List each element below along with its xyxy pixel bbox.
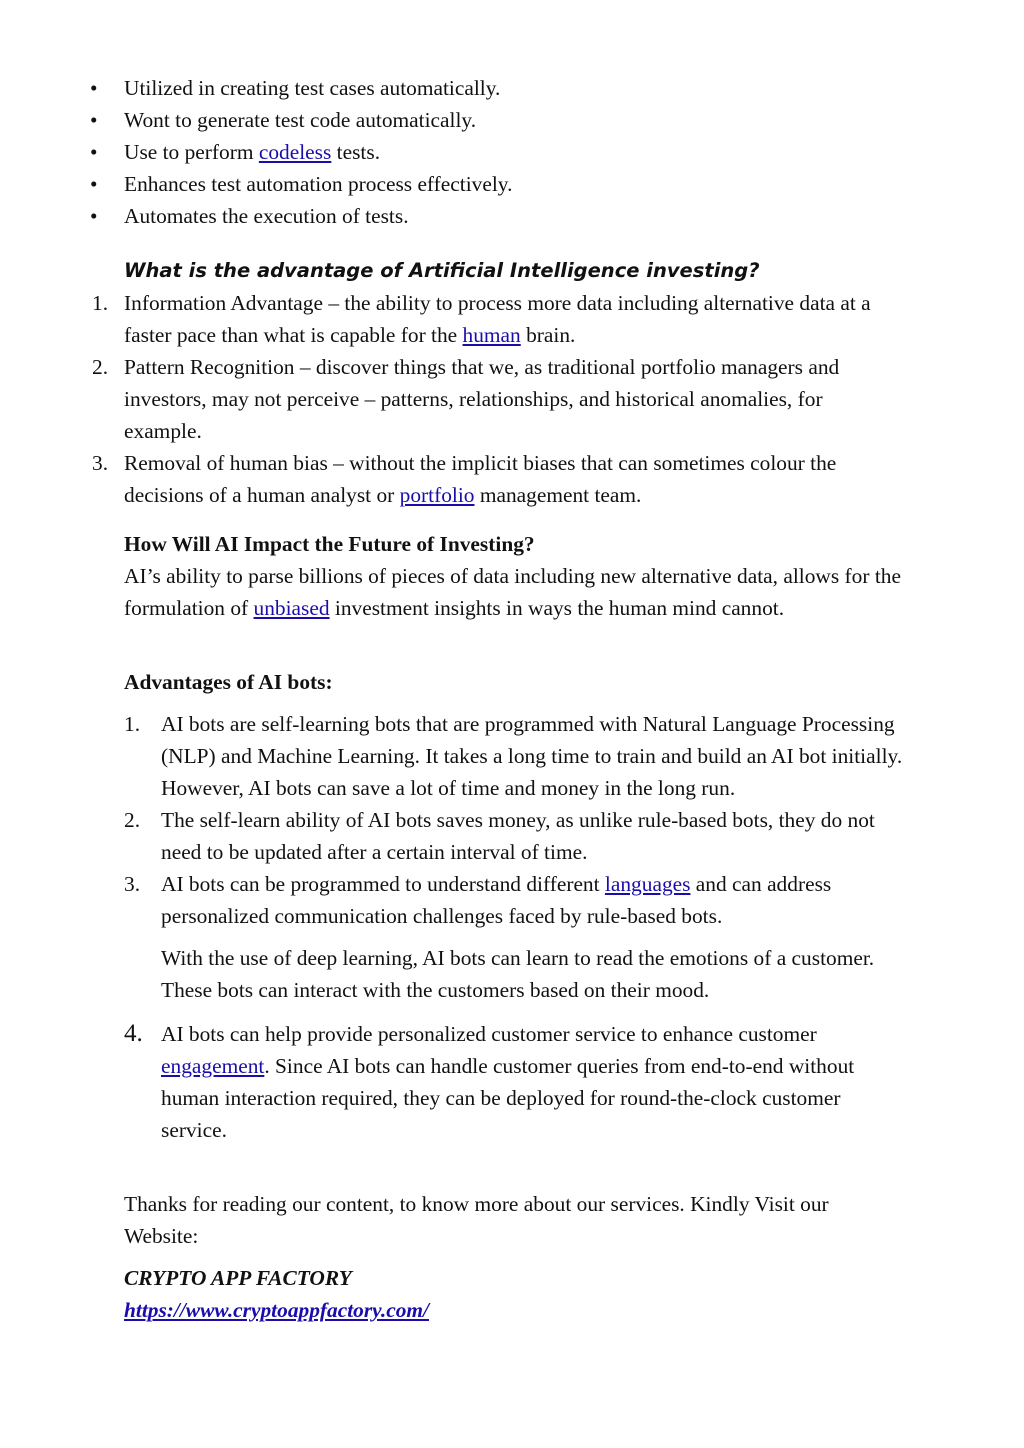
list-item bbox=[0, 708, 906, 804]
list-item-text: brain. bbox=[520, 323, 576, 347]
list-item-text: tests. bbox=[331, 140, 381, 164]
future-investing-section bbox=[0, 528, 1024, 624]
list-item-text: Enhances test automation process effectively. bbox=[124, 172, 513, 196]
list-item bbox=[0, 104, 1024, 136]
section-heading: How Will AI Impact the Future of Investing? bbox=[124, 532, 535, 556]
list-item-text: Utilized in creating test cases automatically. bbox=[124, 76, 501, 100]
list-item-text: AI bots can be programmed to understand different bbox=[161, 872, 605, 896]
bullet-icon: • bbox=[90, 76, 98, 100]
list-item bbox=[0, 804, 906, 868]
list-item bbox=[0, 351, 904, 447]
bullet-icon: • bbox=[90, 140, 98, 164]
item-number: 2. bbox=[92, 355, 109, 379]
list-item-text: The self-learn ability of AI bots saves money, as unlike rule-based bots, they do not need to be updated after a certain interval of time. bbox=[161, 808, 875, 864]
section-heading: What is the advantage of Artificial Intelligence investing? bbox=[124, 259, 760, 282]
bullet-list bbox=[0, 72, 1024, 232]
engagement-link[interactable]: engagement bbox=[161, 1054, 265, 1078]
list-item-text: Pattern Recognition – discover things that we, as traditional portfolio managers and investors, may not perceive – patterns, relationships, and historical anomalies, for example. bbox=[124, 355, 840, 443]
languages-link[interactable]: languages bbox=[604, 872, 691, 896]
bullet-icon: • bbox=[90, 204, 98, 228]
list-item-text: Wont to generate test code automatically. bbox=[124, 108, 477, 132]
brand-name: CRYPTO APP FACTORY bbox=[124, 1266, 352, 1290]
numbered-list bbox=[0, 287, 1024, 511]
item-number: 3. bbox=[124, 872, 141, 896]
list-item-text: management team. bbox=[474, 483, 642, 507]
note-paragraph: With the use of deep learning, AI bots can learn to read the emotions of a customer. These bots can interact with the customers based on their mood. bbox=[161, 946, 875, 1002]
item-number: 4. bbox=[124, 1020, 143, 1047]
list-item bbox=[0, 287, 904, 351]
item-number: 1. bbox=[92, 291, 109, 315]
closing-paragraph: Thanks for reading our content, to know more about our services. Kindly Visit our Website: bbox=[124, 1192, 829, 1248]
section-paragraph bbox=[0, 560, 904, 624]
ai-bots-section bbox=[0, 666, 1024, 1146]
numbered-list bbox=[0, 1018, 1024, 1146]
codeless-link[interactable]: codeless bbox=[258, 140, 332, 164]
list-item-text: AI bots are self-learning bots that are programmed with Natural Language Processing (NLP) and Machine Learning. It takes a long time to train and build an AI bot initially. However, AI bots can save a lot of time and money in the long run. bbox=[161, 712, 903, 800]
list-item bbox=[0, 447, 904, 511]
list-item-text: . Since AI bots can handle customer queries from end-to-end without human interaction required, they can be deployed for round-the-clock customer service. bbox=[161, 1054, 855, 1142]
bullet-icon: • bbox=[90, 172, 98, 196]
list-item-text: AI bots can help provide personalized customer service to enhance customer bbox=[161, 1022, 817, 1046]
bullet-list-section bbox=[0, 72, 1024, 232]
section-heading: Advantages of AI bots: bbox=[124, 670, 333, 694]
paragraph-text: investment insights in ways the human mind cannot. bbox=[329, 596, 785, 620]
list-item bbox=[0, 136, 1024, 168]
list-item-text: Information Advantage – the ability to process more data including alternative data at a faster pace than what is capable for the bbox=[124, 291, 871, 347]
unbiased-link[interactable]: unbiased bbox=[253, 596, 330, 620]
item-number: 3. bbox=[92, 451, 109, 475]
list-item bbox=[0, 168, 1024, 200]
list-item-text: and can address personalized communication challenges faced by rule-based bots. bbox=[161, 872, 832, 928]
list-item bbox=[0, 868, 906, 932]
human-link[interactable]: human bbox=[462, 323, 521, 347]
item-number: 2. bbox=[124, 808, 141, 832]
list-item-text: Removal of human bias – without the implicit biases that can sometimes colour the decisions of a human analyst or bbox=[124, 451, 837, 507]
list-item-text: Use to perform bbox=[124, 140, 259, 164]
paragraph-text: AI’s ability to parse billions of pieces of data including new alternative data, allows for the formulation of bbox=[124, 564, 901, 620]
website-link[interactable]: https://www.cryptoappfactory.com/ bbox=[124, 1298, 429, 1322]
ai-investing-section bbox=[0, 255, 1024, 511]
list-item bbox=[0, 200, 1024, 232]
numbered-list bbox=[0, 708, 1024, 932]
item-number: 1. bbox=[124, 712, 141, 736]
website-line bbox=[0, 1294, 904, 1326]
portfolio-link[interactable]: portfolio bbox=[399, 483, 475, 507]
closing-section bbox=[0, 1188, 1024, 1326]
list-item-text: Automates the execution of tests. bbox=[124, 204, 409, 228]
bullet-icon: • bbox=[90, 108, 98, 132]
list-item bbox=[0, 72, 1024, 104]
list-item bbox=[0, 1018, 906, 1146]
